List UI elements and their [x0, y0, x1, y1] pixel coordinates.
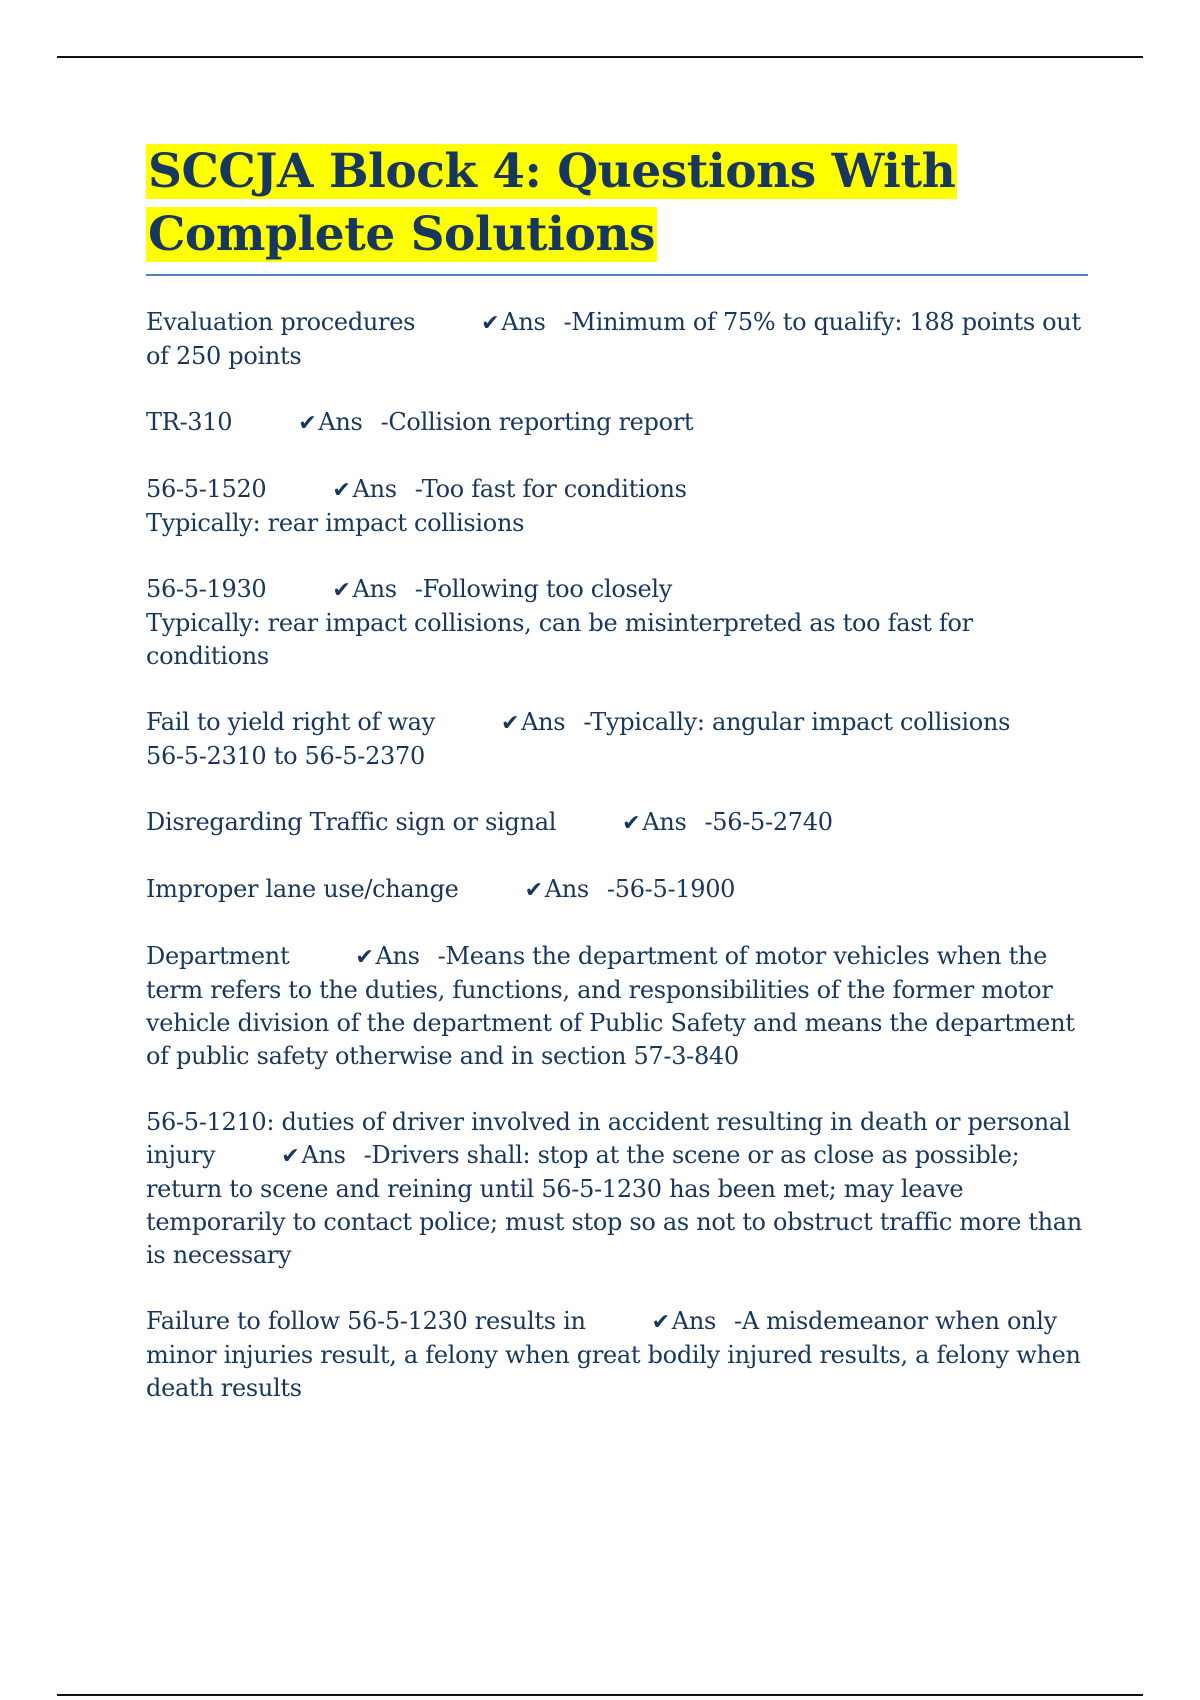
qa-item [146, 306, 1088, 373]
checkmark-icon: ✔ [298, 411, 317, 436]
question: Evaluation procedures [146, 308, 416, 336]
checkmark-icon: ✔ [332, 578, 351, 603]
question: Improper lane use/change [146, 875, 459, 903]
answer: -Following too closely [414, 575, 673, 603]
qa-item [146, 940, 1088, 1073]
answer: -Collision reporting report [380, 408, 694, 436]
question: Disregarding Traffic sign or signal [146, 808, 557, 836]
qa-list [146, 306, 1088, 1405]
answer: -Drivers shall: stop at the scene or as close as possible; return to scene and reining until 56-5-1230 has been met; may leave temporarily to contact police; must stop so as not to obstruct traffic more than is necessary [146, 1141, 1082, 1269]
page-bottom-rule [57, 1694, 1143, 1696]
qa-item [146, 473, 1088, 540]
qa-item [146, 573, 1088, 673]
qa-item [146, 1305, 1088, 1405]
checkmark-icon: ✔ [524, 878, 543, 903]
answer: -A misdemeanor when only minor injuries result, a felony when great bodily injured results, a felony when death results [146, 1307, 1081, 1402]
answer-label: Ans [642, 808, 687, 836]
answer-label: Ans [544, 875, 589, 903]
checkmark-icon: ✔ [355, 945, 374, 970]
question: Fail to yield right of way [146, 708, 435, 736]
checkmark-icon: ✔ [622, 811, 641, 836]
answer: -Minimum of 75% to qualify: 188 points out of 250 points [146, 308, 1081, 370]
checkmark-icon: ✔ [651, 1310, 670, 1335]
qa-item [146, 706, 1088, 773]
qa-item [146, 873, 1088, 907]
checkmark-icon: ✔ [481, 311, 500, 336]
qa-item [146, 406, 1088, 440]
question: TR-310 [146, 408, 233, 436]
question: 56-5-1210: duties of driver involved in accident resulting in death or personal injury [146, 1108, 1071, 1169]
answer-label: Ans [318, 408, 363, 436]
answer-label: Ans [352, 475, 397, 503]
checkmark-icon: ✔ [281, 1144, 300, 1169]
qa-item [146, 1106, 1088, 1272]
answer-continuation: Typically: rear impact collisions, can be misinterpreted as too fast for conditions [146, 609, 973, 670]
answer-label: Ans [301, 1141, 346, 1169]
question: Department [146, 942, 290, 970]
answer: -Too fast for conditions [414, 475, 687, 503]
answer-continuation: Typically: rear impact collisions [146, 509, 525, 537]
question: 56-5-1520 [146, 475, 267, 503]
answer-continuation: 56-5-2310 to 56-5-2370 [146, 742, 425, 770]
answer: -Means the department of motor vehicles when the term refers to the duties, functions, and responsibilities of the former motor vehicle division of the department of Public Safety and means the department of public safety otherwise and in section 57-3-840 [146, 942, 1075, 1070]
title-line-2: Complete Solutions [148, 207, 655, 262]
answer-label: Ans [375, 942, 420, 970]
qa-item [146, 806, 1088, 840]
answer: -Typically: angular impact collisions [583, 708, 1011, 736]
answer: -56-5-2740 [704, 808, 833, 836]
question: 56-5-1930 [146, 575, 267, 603]
answer-label: Ans [352, 575, 397, 603]
page-top-rule [57, 56, 1143, 58]
checkmark-icon: ✔ [332, 478, 351, 503]
answer-label: Ans [671, 1307, 717, 1335]
title-line-1: SCCJA Block 4: Questions With [148, 144, 956, 199]
document-body [146, 140, 1088, 1438]
checkmark-icon: ✔ [500, 711, 520, 736]
answer-label: Ans [521, 708, 566, 736]
title-underline [146, 274, 1088, 276]
document-title [146, 140, 1088, 266]
answer-label: Ans [501, 308, 546, 336]
question: Failure to follow 56-5-1230 results in [146, 1307, 586, 1335]
answer: -56-5-1900 [606, 875, 736, 903]
